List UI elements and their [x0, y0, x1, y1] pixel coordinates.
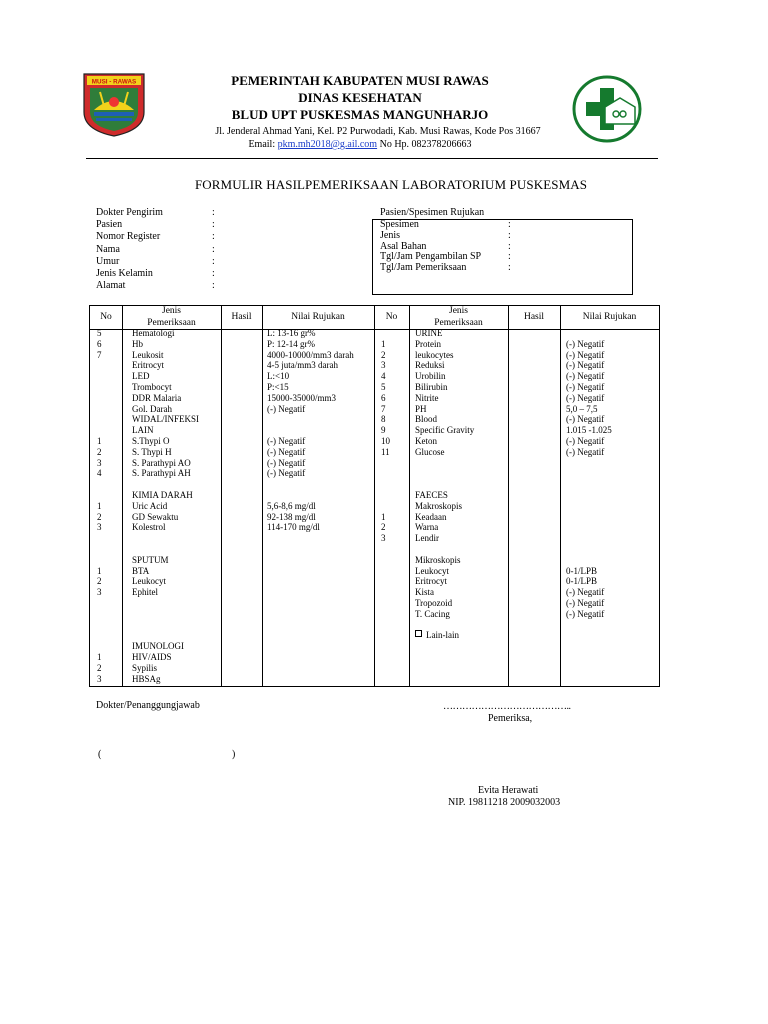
test-name [415, 360, 445, 371]
test-name-text: S.Thypi O [132, 436, 170, 446]
reference-value: 92-138 mg/dl [267, 511, 316, 522]
test-name-text: Hb [132, 338, 143, 349]
specimen-field-colon: : [508, 229, 511, 241]
test-name-text: Kista [415, 587, 434, 598]
reference-value: P:<15 [267, 382, 289, 392]
test-name-text: T. Cacing [415, 608, 450, 619]
test-name [415, 609, 450, 620]
field-label: Jenis Kelamin [96, 268, 153, 279]
test-name [415, 587, 434, 598]
row-number: 2 [97, 662, 102, 673]
row-number: 3 [97, 587, 102, 598]
signature-paren-close: ) [232, 749, 236, 760]
test-name-text: Makroskopis [415, 500, 462, 511]
reference-value: (-) Negatif [566, 371, 605, 382]
signature-paren-open: ( [98, 749, 102, 760]
test-name [415, 382, 448, 393]
test-name [415, 533, 439, 544]
row-number: 3 [97, 522, 102, 533]
field-label: Umur [96, 255, 120, 267]
specimen-field-label: Tgl/Jam Pemeriksaan [380, 262, 467, 274]
test-name-text: Uric Acid [132, 500, 168, 511]
specimen-field-colon: : [508, 251, 511, 263]
test-name [132, 328, 175, 339]
test-name [415, 630, 459, 641]
row-number: 2 [97, 576, 102, 587]
reference-value: (-) Negatif [566, 598, 605, 608]
test-name-text: Kolestrol [132, 522, 166, 533]
row-number: 1 [97, 500, 102, 511]
test-name-text: Warna [415, 522, 439, 533]
lab-results-table [89, 305, 660, 687]
reference-value: L:<10 [267, 371, 290, 382]
reference-value: (-) Negatif [566, 382, 605, 392]
test-name [415, 393, 439, 404]
reference-value: (-) Negatif [566, 587, 605, 598]
test-name [132, 382, 172, 393]
test-name-text: Gol. Darah [132, 403, 172, 414]
test-name-text: Specific Gravity [415, 425, 475, 436]
test-name-text: Leukocyt [415, 565, 449, 576]
form-title: FORMULIR HASILPEMERIKSAAN LABORATORIUM PUSKESMAS [194, 177, 588, 192]
test-name [132, 404, 172, 415]
date-dots: ………………………………….. [443, 701, 571, 712]
reference-value: (-) Negatif [267, 457, 306, 468]
test-name-text: Nitrite [415, 392, 439, 403]
email-label: Email: [248, 139, 276, 150]
specimen-field-label: Tgl/Jam Pengambilan SP [380, 251, 482, 263]
test-name-text: SPUTUM [132, 554, 169, 565]
test-name-text: PH [415, 403, 427, 414]
reference-value: (-) Negatif [566, 608, 605, 619]
test-name-text: leukocytes [415, 349, 454, 360]
row-number: 2 [97, 446, 102, 457]
test-name [415, 576, 447, 587]
test-name-text: Eritrocyt [132, 360, 164, 371]
field-label: Dokter Pengirim [96, 207, 163, 218]
test-name [132, 555, 169, 566]
test-name-text: BTA [132, 565, 150, 576]
test-name [415, 490, 448, 501]
test-name-text: S. Parathypi AO [132, 457, 191, 468]
checkbox-icon[interactable] [415, 630, 422, 637]
test-name-text: WIDAL/INFEKSI [132, 414, 199, 425]
reference-value: L: 13-16 gr% [267, 328, 316, 338]
test-name [132, 436, 170, 447]
reference-value: 114-170 mg/dl [267, 522, 320, 533]
reference-value: (-) Negatif [566, 360, 605, 371]
row-number: 1 [381, 511, 386, 522]
field-colon: : [212, 231, 215, 243]
test-name-text: Reduksi [415, 360, 445, 371]
row-number: 4 [97, 468, 102, 479]
reference-value: 1.015 -1.025 [566, 425, 612, 436]
field-colon: : [212, 268, 215, 279]
reference-value: 5,0 – 7,5 [566, 403, 598, 414]
reference-value: 15000-35000/mm3 [267, 392, 336, 403]
header-line1: PEMERINTAH KABUPATEN MUSI RAWAS [231, 73, 489, 88]
test-name [415, 501, 462, 512]
row-number: 1 [381, 338, 386, 349]
field-colon: : [212, 219, 215, 231]
test-name [415, 522, 438, 533]
field-colon: : [212, 255, 215, 267]
doctor-label: Dokter/Penanggungjawab [96, 700, 200, 711]
reference-value: (-) Negatif [566, 349, 605, 360]
test-name-text: Tropozoid [415, 598, 453, 608]
row-number: 6 [381, 392, 386, 403]
row-number: 7 [97, 349, 102, 360]
test-name [415, 447, 445, 458]
test-name-text: Keton [415, 436, 437, 446]
row-number: 1 [97, 436, 102, 446]
header-contact [150, 138, 570, 151]
test-name-text: Urobilin [415, 371, 446, 382]
email-link[interactable]: pkm.mh2018@g.ail.com [277, 139, 378, 150]
test-name [415, 404, 427, 415]
row-number: 7 [381, 403, 386, 414]
field-colon: : [212, 243, 215, 255]
row-number: 10 [381, 436, 390, 446]
test-name-text: HBSAg [132, 673, 161, 684]
test-name [415, 328, 443, 339]
specimen-field-label: Asal Bahan [380, 240, 427, 252]
reference-value: (-) Negatif [267, 436, 306, 446]
col-rujukan-right: Nilai Rujukan [582, 312, 637, 322]
letterhead [150, 72, 570, 151]
row-number: 3 [97, 673, 102, 684]
field-label: Alamat [96, 280, 126, 292]
row-number: 5 [381, 382, 386, 392]
test-name [132, 468, 191, 479]
reference-value: (-) Negatif [566, 338, 605, 349]
reference-value: 0-1/LPB [566, 565, 598, 576]
col-rujukan-left: Nilai Rujukan [291, 312, 345, 322]
reference-value: P: 12-14 gr% [267, 338, 315, 349]
reference-value: (-) Negatif [566, 392, 605, 403]
test-name [132, 425, 154, 436]
row-number: 5 [97, 328, 102, 338]
test-name-text: Hematologi [132, 328, 175, 338]
col-hasil-right: Hasil [523, 312, 545, 322]
test-name [132, 641, 184, 652]
col-hasil-left: Hasil [231, 312, 252, 322]
test-name-text: KIMIA DARAH [132, 490, 193, 500]
test-name-text: GD Sewaktu [132, 511, 179, 522]
test-name-text: Protein [415, 338, 441, 349]
test-name [132, 360, 164, 371]
test-name [132, 350, 164, 361]
test-name [132, 501, 167, 512]
row-number: 3 [381, 360, 386, 371]
test-name-text: Keadaan [415, 511, 447, 522]
puskesmas-logo [570, 74, 644, 144]
row-number: 6 [97, 338, 102, 349]
row-number: 8 [381, 414, 386, 425]
test-name-text: IMUNOLOGI [132, 641, 184, 652]
row-number: 4 [381, 371, 386, 382]
test-name-text: Mikroskopis [415, 554, 461, 565]
test-name [415, 339, 441, 350]
col-no-right: No [385, 312, 398, 322]
test-name-text: HIV/AIDS [132, 652, 172, 662]
test-name [132, 490, 193, 501]
specimen-heading: Pasien/Spesimen Rujukan [380, 207, 485, 218]
test-name [415, 414, 437, 425]
reference-value: (-) Negatif [566, 446, 605, 457]
test-name [132, 576, 166, 587]
test-name-text: Sypilis [132, 662, 158, 673]
reference-value: (-) Negatif [267, 446, 306, 457]
specimen-field-label: Spesimen [380, 219, 419, 230]
reference-value: 4-5 juta/mm3 darah [267, 360, 338, 371]
row-number: 2 [381, 349, 386, 360]
test-name [415, 555, 461, 566]
test-name-text: Leukocyt [132, 576, 166, 587]
row-number: 2 [381, 522, 386, 533]
test-name [132, 674, 161, 685]
field-colon: : [212, 280, 215, 292]
header-divider [86, 158, 658, 159]
field-colon: : [212, 207, 215, 218]
test-name-text: LED [132, 371, 150, 382]
test-name [132, 522, 166, 533]
col-jenis-left: Jenis Pemeriksaan [147, 306, 196, 328]
row-number: 9 [381, 425, 386, 436]
test-name-text: S. Thypi H [132, 446, 172, 457]
field-label: Nomor Register [96, 231, 161, 243]
test-name [132, 566, 149, 577]
row-number: 3 [381, 533, 386, 544]
phone-number: No Hp. 082378206663 [379, 139, 472, 150]
test-name [132, 371, 150, 382]
test-name-text: Lendir [415, 533, 439, 544]
col-jenis-right: Jenis Pemeriksaan [434, 306, 483, 328]
specimen-field-colon: : [508, 240, 511, 252]
row-number: 1 [97, 652, 102, 662]
test-name [415, 566, 449, 577]
test-name-text: LAIN [132, 425, 154, 436]
test-name-text: Blood [415, 414, 438, 425]
test-name [132, 587, 158, 598]
test-name-text: Lain-lain [426, 630, 459, 641]
reference-value: (-) Negatif [267, 403, 306, 414]
reference-value: (-) Negatif [566, 414, 605, 425]
row-number: 11 [381, 446, 390, 457]
test-name [132, 393, 181, 404]
reference-value: (-) Negatif [267, 468, 306, 479]
test-name-text: Trombocyt [132, 382, 172, 392]
test-name [132, 339, 143, 350]
test-name [415, 436, 437, 447]
test-name-text: Eritrocyt [415, 576, 447, 587]
row-number: 1 [97, 565, 102, 576]
test-name-text: Bilirubin [415, 382, 448, 392]
specimen-field-colon: : [508, 219, 511, 230]
row-number: 3 [97, 457, 102, 468]
test-name [132, 663, 157, 674]
examiner-name: Evita Herawati [478, 785, 539, 796]
test-name [415, 512, 446, 523]
test-name-text: FAECES [415, 490, 448, 500]
test-name-text: URINE [415, 328, 443, 338]
test-name-text: DDR Malaria [132, 392, 182, 403]
svg-text:MUSI - RAWAS: MUSI - RAWAS [91, 78, 137, 86]
field-label: Pasien [96, 219, 123, 231]
test-name-text: Ephitel [132, 587, 158, 598]
header-address: Jl. Jenderal Ahmad Yani, Kel. P2 Purwodadi, Kab. Musi Rawas, Kode Pos 31667 [215, 126, 541, 137]
examiner-label: Pemeriksa, [488, 713, 533, 724]
test-name-text: Glucose [415, 446, 445, 457]
field-label: Nama [96, 243, 120, 255]
test-name [415, 350, 454, 361]
test-name [415, 371, 446, 382]
test-name [132, 414, 199, 425]
reference-value: 4000-10000/mm3 darah [267, 349, 354, 360]
test-name-text: S. Parathypi AH [132, 468, 191, 479]
musi-rawas-logo [80, 72, 148, 138]
test-name [415, 425, 474, 436]
test-name [132, 447, 172, 458]
header-line3: BLUD UPT PUSKESMAS MANGUNHARJO [231, 107, 489, 122]
test-name [132, 458, 191, 469]
examiner-nip: NIP. 19811218 2009032003 [448, 797, 561, 808]
test-name [132, 652, 172, 663]
col-no-left: No [100, 312, 112, 322]
specimen-field-label: Jenis [380, 229, 400, 241]
row-number: 2 [97, 511, 102, 522]
reference-value: (-) Negatif [566, 436, 605, 446]
test-name [132, 512, 178, 523]
header-line2: DINAS KESEHATAN [298, 90, 422, 105]
reference-value: 5,6-8,6 mg/dl [267, 500, 316, 511]
test-name-text: Leukosit [132, 349, 164, 360]
reference-value: 0-1/LPB [566, 576, 598, 587]
specimen-field-colon: : [508, 262, 511, 274]
test-name [415, 598, 452, 609]
